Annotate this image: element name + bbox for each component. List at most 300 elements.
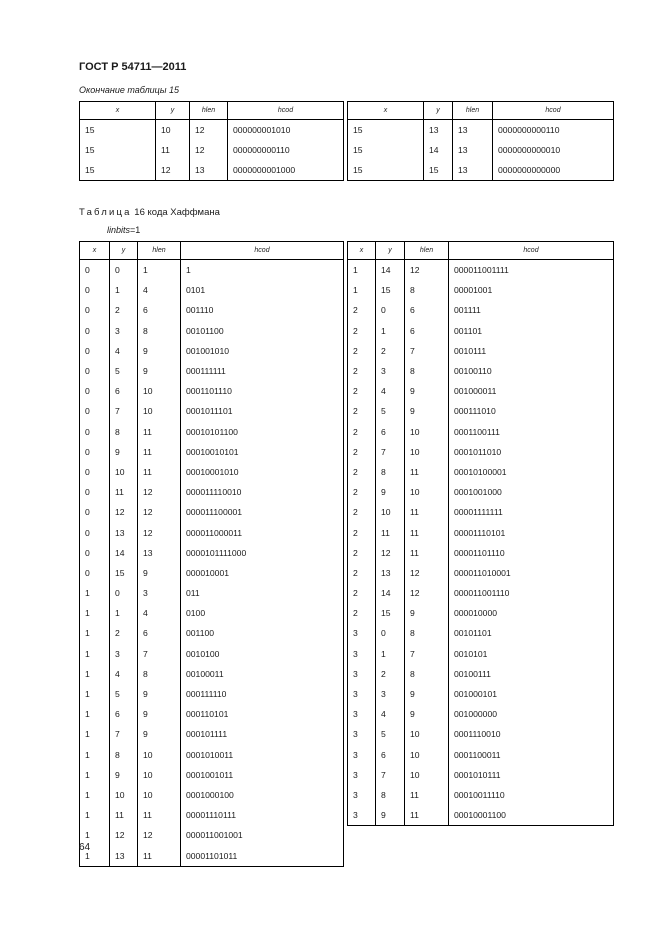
table-row <box>80 603 344 623</box>
linbits-label: linbits <box>107 225 131 235</box>
cell-hcod: 0001010111 <box>449 765 614 785</box>
table-row <box>80 341 344 361</box>
cell-hlen: 12 <box>138 825 181 845</box>
cell-hlen: 13 <box>453 120 493 141</box>
table-row <box>80 381 344 401</box>
cell-y: 13 <box>376 563 405 583</box>
cell-hcod: 00001001 <box>449 280 614 300</box>
cell-hcod: 000111111 <box>181 361 344 381</box>
cell-y: 1 <box>110 280 138 300</box>
table-row <box>80 120 344 141</box>
cell-x: 2 <box>348 482 376 502</box>
column-header-hcod: hcod <box>228 102 344 120</box>
cell-hlen: 12 <box>405 260 449 281</box>
cell-hcod: 0001010011 <box>181 745 344 765</box>
cell-y: 5 <box>376 724 405 744</box>
cell-y: 9 <box>110 765 138 785</box>
cell-x: 3 <box>348 704 376 724</box>
table-row <box>348 543 614 563</box>
cell-hcod: 0001101110 <box>181 381 344 401</box>
cell-y: 3 <box>110 644 138 664</box>
table-row <box>80 684 344 704</box>
table-row <box>80 140 344 160</box>
cell-y: 8 <box>110 422 138 442</box>
cell-y: 10 <box>110 785 138 805</box>
cell-y: 4 <box>376 704 405 724</box>
cell-hcod: 000011010001 <box>449 563 614 583</box>
cell-x: 1 <box>80 785 110 805</box>
cell-x: 2 <box>348 300 376 320</box>
table15-right <box>347 101 614 181</box>
column-header-x: x <box>80 102 156 120</box>
cell-y: 7 <box>376 442 405 462</box>
table-row <box>348 664 614 684</box>
table-row <box>80 462 344 482</box>
cell-y: 4 <box>376 381 405 401</box>
cell-hcod: 0100 <box>181 603 344 623</box>
cell-hcod: 001001010 <box>181 341 344 361</box>
table-row <box>348 401 614 421</box>
cell-x: 1 <box>80 664 110 684</box>
cell-y: 3 <box>376 361 405 381</box>
cell-hlen: 9 <box>405 603 449 623</box>
cell-hcod: 0000000000110 <box>493 120 614 141</box>
cell-y: 5 <box>376 401 405 421</box>
table-row <box>348 422 614 442</box>
cell-x: 0 <box>80 401 110 421</box>
cell-hcod: 000011001111 <box>449 260 614 281</box>
table-row <box>348 260 614 281</box>
table-row <box>80 563 344 583</box>
table-row <box>348 361 614 381</box>
cell-hlen: 12 <box>190 140 228 160</box>
table-row <box>80 442 344 462</box>
cell-x: 2 <box>348 401 376 421</box>
cell-x: 2 <box>348 543 376 563</box>
cell-hlen: 10 <box>138 765 181 785</box>
cell-hlen: 13 <box>453 160 493 181</box>
table-row <box>80 543 344 563</box>
table-row <box>348 805 614 826</box>
cell-x: 0 <box>80 522 110 542</box>
cell-x: 1 <box>80 825 110 845</box>
table16-right-header <box>348 242 614 260</box>
table-row <box>348 765 614 785</box>
table-row <box>348 482 614 502</box>
cell-y: 0 <box>376 300 405 320</box>
table-row <box>348 140 614 160</box>
cell-y: 2 <box>376 341 405 361</box>
cell-hcod: 001000011 <box>449 381 614 401</box>
table-row <box>80 160 344 181</box>
cell-y: 1 <box>110 603 138 623</box>
cell-y: 7 <box>110 401 138 421</box>
cell-hlen: 8 <box>405 623 449 643</box>
cell-y: 5 <box>110 361 138 381</box>
cell-x: 1 <box>80 724 110 744</box>
cell-hlen: 6 <box>405 321 449 341</box>
cell-y: 1 <box>376 321 405 341</box>
cell-y: 10 <box>376 502 405 522</box>
column-header-x: x <box>348 242 376 260</box>
cell-hcod: 00010001100 <box>449 805 614 826</box>
cell-hcod: 000000001010 <box>228 120 344 141</box>
column-header-hlen: hlen <box>453 102 493 120</box>
cell-y: 8 <box>110 745 138 765</box>
table-row <box>348 644 614 664</box>
cell-hlen: 10 <box>405 724 449 744</box>
cell-hcod: 0001100111 <box>449 422 614 442</box>
cell-hcod: 0001110010 <box>449 724 614 744</box>
cell-y: 2 <box>110 300 138 320</box>
cell-hcod: 0000000001000 <box>228 160 344 181</box>
cell-x: 15 <box>348 160 424 181</box>
cell-x: 2 <box>348 563 376 583</box>
cell-y: 14 <box>110 543 138 563</box>
cell-hlen: 1 <box>138 260 181 281</box>
cell-hcod: 000011100001 <box>181 502 344 522</box>
cell-hlen: 9 <box>405 401 449 421</box>
table16-caption-title: 16 кода Хаффмана <box>131 207 220 218</box>
table16-right <box>347 241 614 826</box>
cell-hlen: 13 <box>190 160 228 181</box>
cell-y: 1 <box>376 644 405 664</box>
table-row <box>80 644 344 664</box>
cell-x: 3 <box>348 765 376 785</box>
cell-hlen: 9 <box>138 563 181 583</box>
cell-y: 6 <box>110 704 138 724</box>
table-row <box>348 280 614 300</box>
table-row <box>348 381 614 401</box>
table-row <box>80 361 344 381</box>
cell-x: 0 <box>80 442 110 462</box>
table16-right-body <box>348 260 614 826</box>
table-row <box>80 765 344 785</box>
cell-x: 1 <box>348 260 376 281</box>
cell-y: 6 <box>110 381 138 401</box>
cell-x: 1 <box>80 765 110 785</box>
cell-y: 11 <box>376 522 405 542</box>
cell-x: 15 <box>80 160 156 181</box>
cell-x: 0 <box>80 462 110 482</box>
cell-hcod: 00101100 <box>181 321 344 341</box>
cell-y: 0 <box>376 623 405 643</box>
cell-x: 1 <box>80 644 110 664</box>
cell-hcod: 00010011110 <box>449 785 614 805</box>
cell-hlen: 10 <box>405 442 449 462</box>
cell-hcod: 0001001000 <box>449 482 614 502</box>
cell-y: 9 <box>110 442 138 462</box>
cell-x: 3 <box>348 745 376 765</box>
cell-x: 3 <box>348 805 376 826</box>
cell-hlen: 12 <box>138 522 181 542</box>
cell-x: 2 <box>348 321 376 341</box>
column-header-hlen: hlen <box>190 102 228 120</box>
cell-y: 11 <box>110 805 138 825</box>
cell-hcod: 0010101 <box>449 644 614 664</box>
column-header-hlen: hlen <box>405 242 449 260</box>
column-header-hlen: hlen <box>138 242 181 260</box>
cell-y: 10 <box>156 120 190 141</box>
cell-hlen: 12 <box>138 502 181 522</box>
cell-y: 4 <box>110 341 138 361</box>
cell-x: 3 <box>348 785 376 805</box>
cell-x: 0 <box>80 502 110 522</box>
linbits-note <box>107 225 140 235</box>
cell-hlen: 11 <box>405 462 449 482</box>
cell-y: 11 <box>110 482 138 502</box>
cell-y: 12 <box>110 825 138 845</box>
cell-x: 3 <box>348 644 376 664</box>
cell-y: 2 <box>376 664 405 684</box>
table-row <box>348 724 614 744</box>
cell-hcod: 001100 <box>181 623 344 643</box>
table-row <box>348 502 614 522</box>
table-row <box>80 502 344 522</box>
cell-y: 13 <box>110 522 138 542</box>
cell-x: 3 <box>348 623 376 643</box>
cell-hlen: 3 <box>138 583 181 603</box>
cell-hlen: 11 <box>138 845 181 866</box>
table-row <box>348 160 614 181</box>
cell-hcod: 0000101111000 <box>181 543 344 563</box>
cell-hlen: 9 <box>138 724 181 744</box>
cell-hlen: 11 <box>405 805 449 826</box>
cell-hlen: 11 <box>138 462 181 482</box>
cell-y: 15 <box>376 603 405 623</box>
column-header-y: y <box>156 102 190 120</box>
cell-hlen: 11 <box>138 422 181 442</box>
table-row <box>80 280 344 300</box>
cell-hlen: 8 <box>405 361 449 381</box>
table-row <box>80 321 344 341</box>
cell-y: 6 <box>376 422 405 442</box>
cell-hlen: 12 <box>190 120 228 141</box>
cell-y: 0 <box>110 260 138 281</box>
cell-x: 0 <box>80 361 110 381</box>
cell-hcod: 0001011101 <box>181 401 344 421</box>
cell-hcod: 001110 <box>181 300 344 320</box>
cell-y: 7 <box>376 765 405 785</box>
cell-hlen: 8 <box>138 664 181 684</box>
cell-y: 12 <box>110 502 138 522</box>
cell-y: 8 <box>376 462 405 482</box>
cell-x: 2 <box>348 361 376 381</box>
cell-y: 9 <box>376 805 405 826</box>
cell-x: 2 <box>348 442 376 462</box>
table-row <box>80 664 344 684</box>
cell-hlen: 9 <box>405 704 449 724</box>
cell-hcod: 00010100001 <box>449 462 614 482</box>
cell-hlen: 13 <box>138 543 181 563</box>
cell-x: 0 <box>80 543 110 563</box>
cell-hlen: 8 <box>405 280 449 300</box>
table16-caption <box>79 207 220 218</box>
column-header-hcod: hcod <box>493 102 614 120</box>
table15-right-body <box>348 120 614 181</box>
cell-y: 10 <box>110 462 138 482</box>
document-title: ГОСТ Р 54711—2011 <box>79 61 187 73</box>
table16-left-header <box>80 242 344 260</box>
cell-hcod: 00101101 <box>449 623 614 643</box>
table-row <box>348 603 614 623</box>
cell-y: 3 <box>110 321 138 341</box>
cell-hcod: 00001101110 <box>449 543 614 563</box>
cell-x: 2 <box>348 462 376 482</box>
cell-hcod: 0001011010 <box>449 442 614 462</box>
cell-hlen: 10 <box>405 765 449 785</box>
cell-x: 1 <box>80 603 110 623</box>
cell-y: 13 <box>424 120 453 141</box>
cell-hcod: 001000000 <box>449 704 614 724</box>
table15-left-body <box>80 120 344 181</box>
cell-hlen: 10 <box>405 422 449 442</box>
table-row <box>80 422 344 442</box>
table-row <box>80 825 344 845</box>
cell-hcod: 000110101 <box>181 704 344 724</box>
table-row <box>80 482 344 502</box>
cell-y: 4 <box>110 664 138 684</box>
cell-hlen: 11 <box>138 805 181 825</box>
cell-x: 2 <box>348 583 376 603</box>
cell-hcod: 00001110111 <box>181 805 344 825</box>
cell-hcod: 000010001 <box>181 563 344 583</box>
table-row <box>80 805 344 825</box>
cell-hlen: 10 <box>138 401 181 421</box>
cell-hcod: 000000000110 <box>228 140 344 160</box>
cell-hcod: 00001101011 <box>181 845 344 866</box>
cell-y: 15 <box>110 563 138 583</box>
cell-hcod: 0000000000010 <box>493 140 614 160</box>
cell-x: 3 <box>348 664 376 684</box>
cell-hcod: 0001001011 <box>181 765 344 785</box>
cell-x: 0 <box>80 422 110 442</box>
cell-hlen: 9 <box>138 684 181 704</box>
cell-hcod: 011 <box>181 583 344 603</box>
cell-hcod: 0001000100 <box>181 785 344 805</box>
column-header-x: x <box>348 102 424 120</box>
cell-hcod: 00001110101 <box>449 522 614 542</box>
cell-y: 5 <box>110 684 138 704</box>
table-row <box>348 300 614 320</box>
table-row <box>80 260 344 281</box>
table-row <box>348 563 614 583</box>
column-header-y: y <box>110 242 138 260</box>
cell-x: 1 <box>80 745 110 765</box>
table-row <box>348 745 614 765</box>
cell-x: 2 <box>348 341 376 361</box>
cell-x: 0 <box>80 341 110 361</box>
table-row <box>348 462 614 482</box>
cell-x: 15 <box>80 140 156 160</box>
cell-hcod: 000111110 <box>181 684 344 704</box>
cell-hcod: 001101 <box>449 321 614 341</box>
cell-x: 1 <box>80 704 110 724</box>
cell-hcod: 000011001110 <box>449 583 614 603</box>
table-row <box>348 321 614 341</box>
cell-y: 3 <box>376 684 405 704</box>
cell-hcod: 000101111 <box>181 724 344 744</box>
cell-hlen: 12 <box>405 563 449 583</box>
cell-hcod: 00100011 <box>181 664 344 684</box>
cell-hcod: 0001100011 <box>449 745 614 765</box>
cell-hlen: 10 <box>138 745 181 765</box>
cell-y: 11 <box>156 140 190 160</box>
cell-x: 1 <box>80 805 110 825</box>
cell-hlen: 11 <box>138 442 181 462</box>
cell-hcod: 00001111111 <box>449 502 614 522</box>
table-row <box>348 120 614 141</box>
cell-x: 15 <box>348 140 424 160</box>
linbits-value: =1 <box>130 225 141 235</box>
cell-x: 0 <box>80 381 110 401</box>
cell-hlen: 7 <box>405 644 449 664</box>
cell-hcod: 00100111 <box>449 664 614 684</box>
cell-hcod: 0000000000000 <box>493 160 614 181</box>
cell-x: 3 <box>348 684 376 704</box>
cell-x: 2 <box>348 502 376 522</box>
cell-y: 8 <box>376 785 405 805</box>
cell-hcod: 001111 <box>449 300 614 320</box>
cell-y: 15 <box>376 280 405 300</box>
table-row <box>80 845 344 866</box>
cell-hlen: 12 <box>405 583 449 603</box>
cell-hcod: 0101 <box>181 280 344 300</box>
cell-hlen: 11 <box>405 785 449 805</box>
cell-x: 1 <box>80 684 110 704</box>
cell-hcod: 000111010 <box>449 401 614 421</box>
cell-hcod: 000011110010 <box>181 482 344 502</box>
cell-hlen: 13 <box>453 140 493 160</box>
cell-hlen: 8 <box>138 321 181 341</box>
column-header-hcod: hcod <box>449 242 614 260</box>
cell-y: 2 <box>110 623 138 643</box>
cell-hcod: 000011000011 <box>181 522 344 542</box>
cell-x: 0 <box>80 482 110 502</box>
cell-hlen: 11 <box>405 543 449 563</box>
cell-hcod: 000010000 <box>449 603 614 623</box>
table-row <box>80 583 344 603</box>
cell-hcod: 00010001010 <box>181 462 344 482</box>
cell-hlen: 6 <box>138 623 181 643</box>
cell-x: 1 <box>80 623 110 643</box>
cell-hlen: 10 <box>138 381 181 401</box>
cell-hcod: 0010111 <box>449 341 614 361</box>
cell-hlen: 10 <box>405 745 449 765</box>
table15-left-header <box>80 102 344 120</box>
cell-hlen: 9 <box>138 341 181 361</box>
cell-y: 14 <box>424 140 453 160</box>
column-header-y: y <box>376 242 405 260</box>
cell-x: 0 <box>80 321 110 341</box>
column-header-y: y <box>424 102 453 120</box>
cell-x: 2 <box>348 603 376 623</box>
cell-x: 0 <box>80 280 110 300</box>
cell-y: 6 <box>376 745 405 765</box>
cell-hlen: 6 <box>405 300 449 320</box>
cell-y: 9 <box>376 482 405 502</box>
table-row <box>80 785 344 805</box>
cell-x: 15 <box>80 120 156 141</box>
cell-hcod: 000011001001 <box>181 825 344 845</box>
cell-hlen: 9 <box>405 381 449 401</box>
table-row <box>348 785 614 805</box>
table-row <box>348 341 614 361</box>
cell-x: 2 <box>348 422 376 442</box>
table-row <box>348 583 614 603</box>
cell-y: 13 <box>110 845 138 866</box>
table-row <box>80 724 344 744</box>
